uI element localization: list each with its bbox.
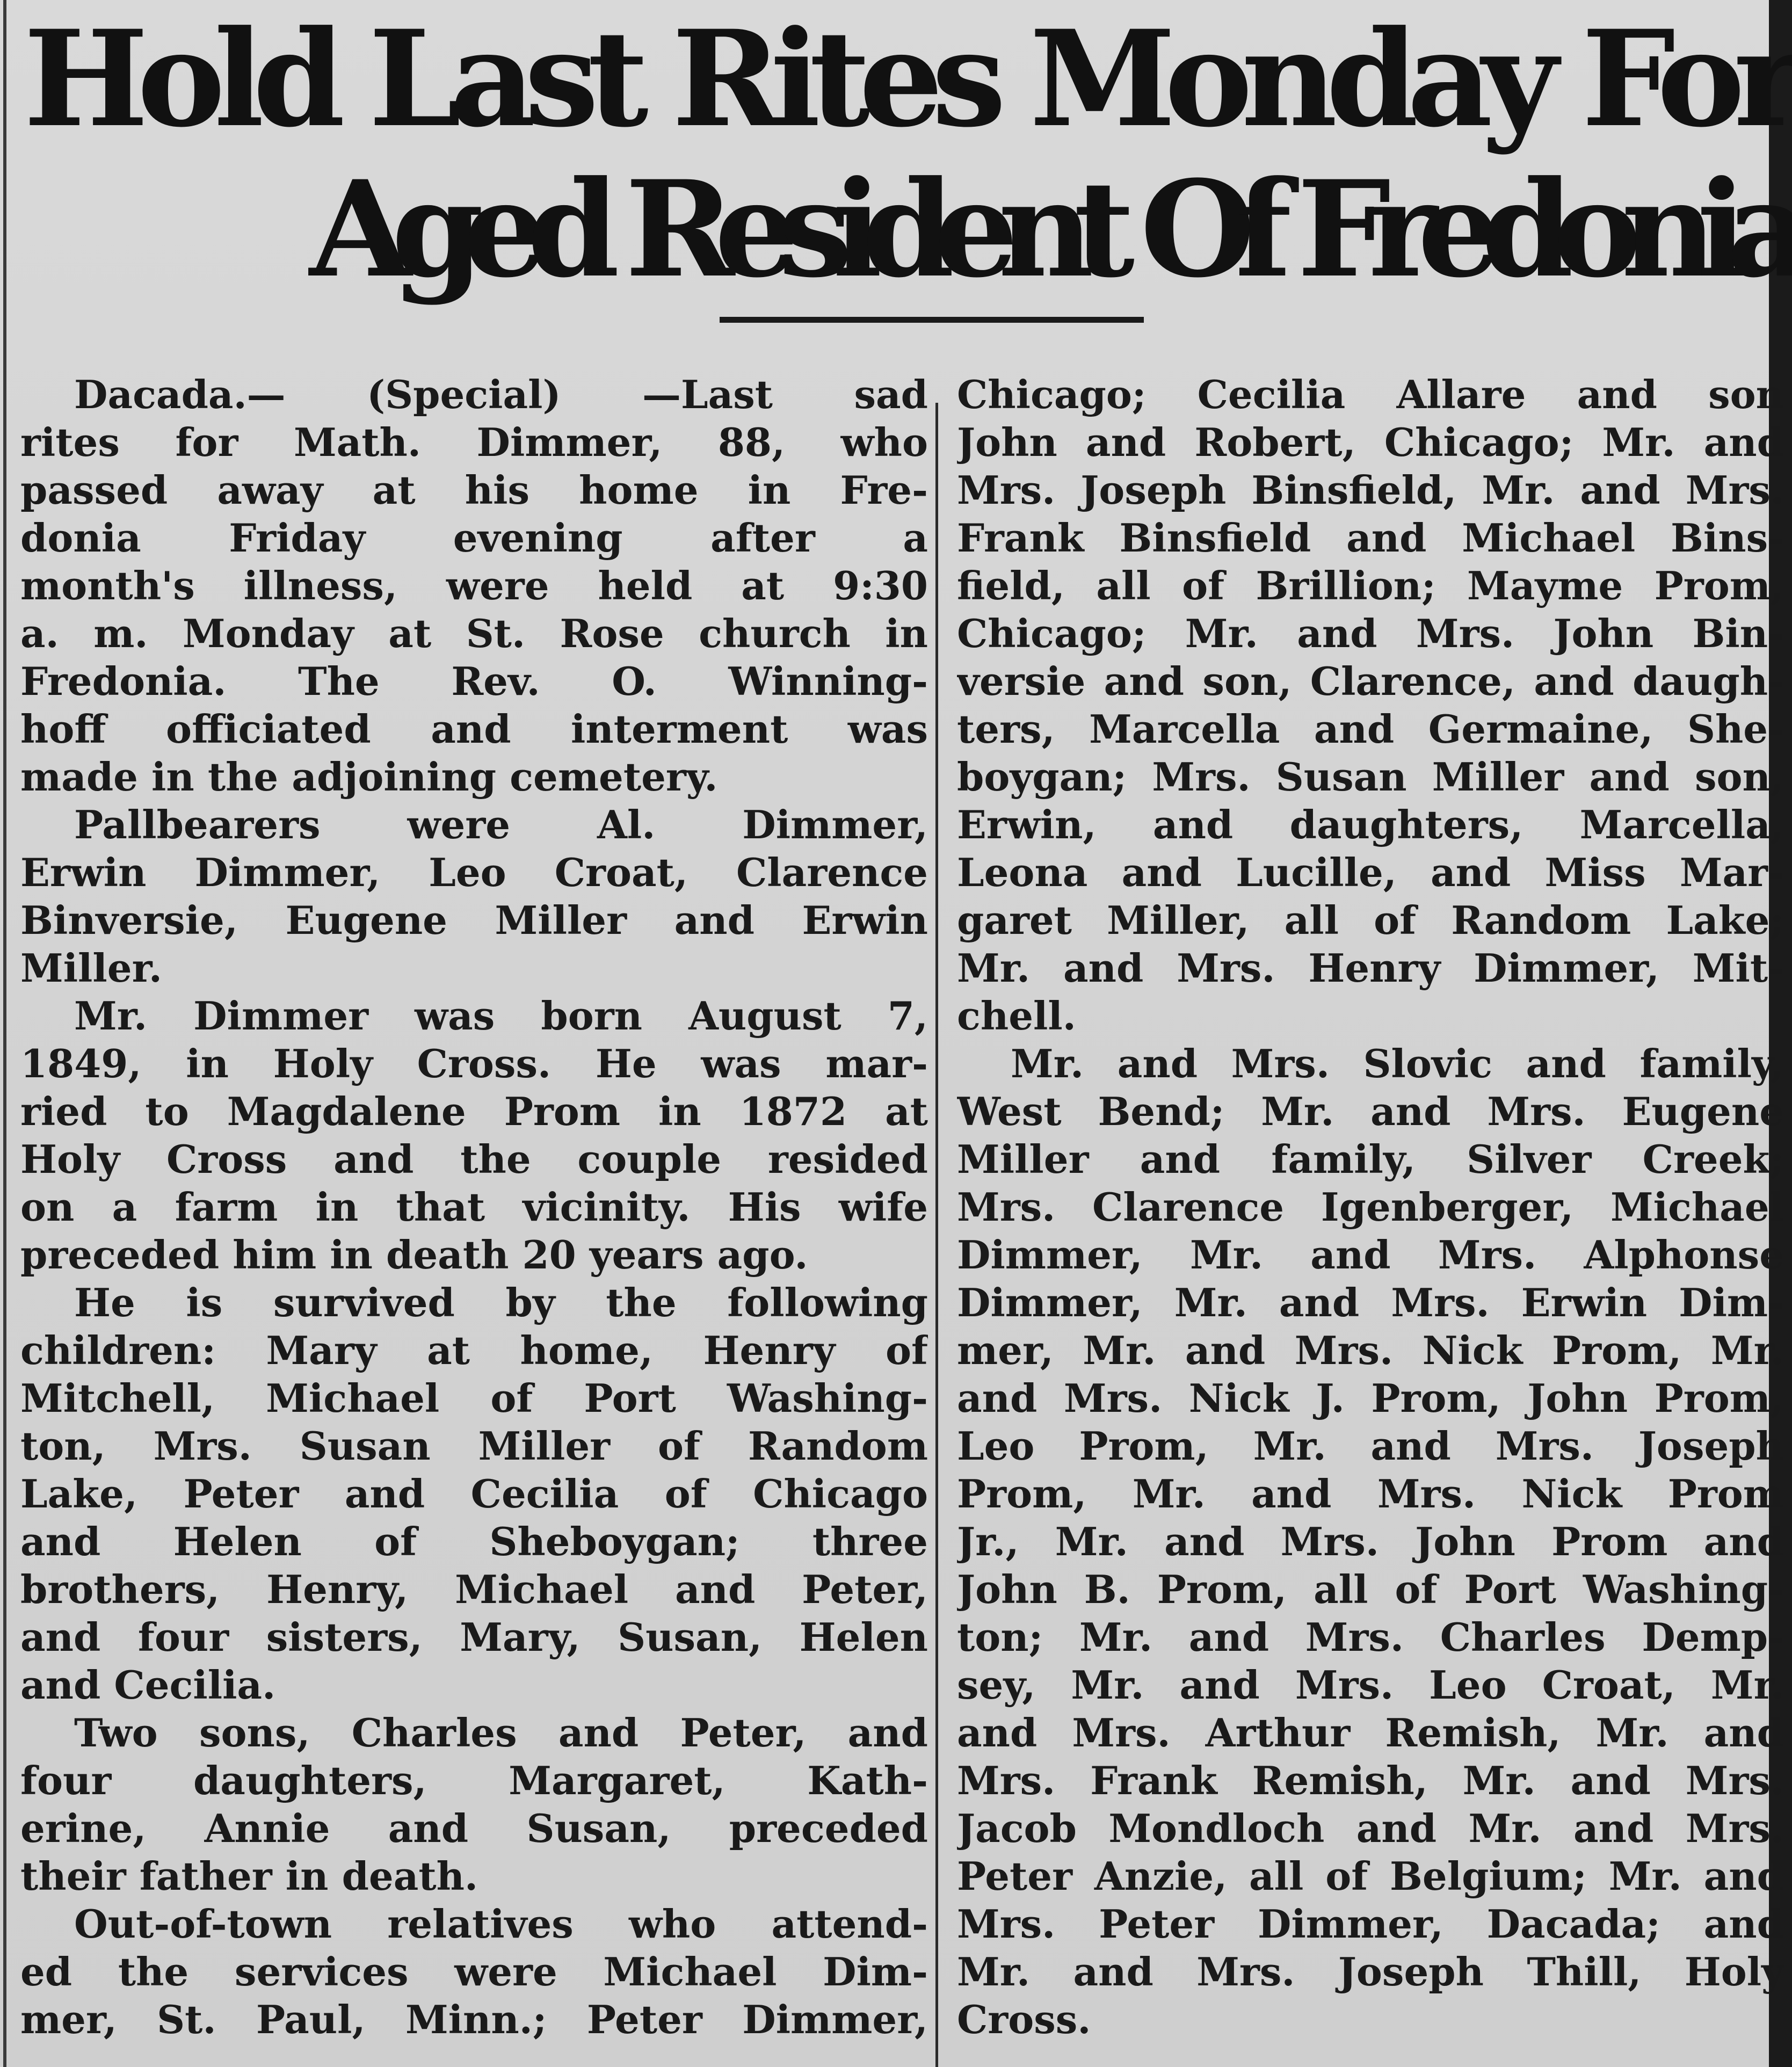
article-line: Erwin Dimmer, Leo Croat, Clarence [20, 850, 928, 895]
article-line: Pallbearers were Al. Dimmer, [74, 802, 928, 847]
article-line: four daughters, Margaret, Kath- [20, 1758, 928, 1803]
article-line: Cross. [957, 1997, 1091, 2042]
article-line: mer, Mr. and Mrs. Nick Prom, Mr. [957, 1328, 1784, 1373]
article-line: boygan; Mrs. Susan Miller and son, [957, 754, 1784, 800]
article-line: Miller. [20, 945, 162, 991]
article-line: rites for Math. Dimmer, 88, who [20, 419, 928, 465]
headline-line-1: Hold Last Rites Monday For [24, 2, 1792, 157]
article-line: Leo Prom, Mr. and Mrs. Joseph [957, 1423, 1784, 1469]
article-line: and Mrs. Nick J. Prom, John Prom, [957, 1375, 1784, 1421]
article-line: Fredonia. The Rev. O. Winning- [20, 658, 928, 704]
article-line: Dacada.— (Special) —Last sad [74, 372, 928, 417]
article-line: Holy Cross and the couple resided [20, 1136, 928, 1182]
article-line: ed the services were Michael Dim- [20, 1949, 928, 1995]
article-line: versie and son, Clarence, and daugh- [957, 658, 1784, 704]
article-line: month's illness, were held at 9:30 [20, 563, 928, 608]
article-line: their father in death. [20, 1853, 478, 1899]
article-line: Mrs. Frank Remish, Mr. and Mrs. [957, 1758, 1784, 1803]
article-line: passed away at his home in Fre- [20, 467, 928, 513]
article-line: Out-of-town relatives who attend- [74, 1901, 928, 1947]
article-line: sey, Mr. and Mrs. Leo Croat, Mr. [957, 1662, 1784, 1708]
article-line: Lake, Peter and Cecilia of Chicago [20, 1471, 928, 1517]
article-line: ters, Marcella and Germaine, She- [957, 706, 1784, 752]
article-line: He is survived by the following [74, 1280, 928, 1325]
article-line: and four sisters, Mary, Susan, Helen [20, 1614, 928, 1660]
article-line: Jacob Mondloch and Mr. and Mrs. [957, 1805, 1784, 1851]
article-line: garet Miller, all of Random Lake; [957, 897, 1784, 943]
headline-line-2: Aged Resident Of Fredonia [309, 152, 1792, 307]
article-line: hoff officiated and interment was [20, 706, 928, 752]
article-column-right [957, 371, 1784, 2043]
article-line: Prom, Mr. and Mrs. Nick Prom [957, 1471, 1784, 1517]
article-line: Jr., Mr. and Mrs. John Prom and [957, 1519, 1784, 1564]
article-line: Mr. and Mrs. Henry Dimmer, Mit- [957, 945, 1784, 991]
article-line: Leona and Lucille, and Miss Mar- [957, 850, 1784, 895]
article-line: West Bend; Mr. and Mrs. Eugene [957, 1089, 1784, 1134]
article-line: Mitchell, Michael of Port Washing- [20, 1375, 928, 1421]
article-line: erine, Annie and Susan, preceded [20, 1805, 928, 1851]
article-line: brothers, Henry, Michael and Peter, [20, 1566, 928, 1612]
article-line: and Cecilia. [20, 1662, 276, 1708]
article-line: made in the adjoining cemetery. [20, 754, 718, 800]
article-line: Chicago; Mr. and Mrs. John Bin- [957, 611, 1784, 656]
article-line: on a farm in that vicinity. His wife [20, 1184, 928, 1230]
article-line: mer, St. Paul, Minn.; Peter Dimmer, [20, 1997, 928, 2042]
article-line: Miller and family, Silver Creek; [957, 1136, 1784, 1182]
article-line: ton, Mrs. Susan Miller of Random [20, 1423, 928, 1469]
article-line: Peter Anzie, all of Belgium; Mr. and [957, 1853, 1784, 1899]
article-line: preceded him in death 20 years ago. [20, 1232, 808, 1278]
article-line: 1849, in Holy Cross. He was mar- [20, 1041, 928, 1086]
article-line: and Mrs. Arthur Remish, Mr. and [957, 1710, 1784, 1756]
article-column-left [20, 371, 928, 2043]
article-line: Frank Binsfield and Michael Bins- [957, 515, 1784, 561]
article-line: Dimmer, Mr. and Mrs. Alphonse [957, 1232, 1784, 1278]
article-line: Mr. and Mrs. Joseph Thill, Holy [957, 1949, 1784, 1995]
article-line: Mrs. Peter Dimmer, Dacada; and [957, 1901, 1784, 1947]
article-line: Mr. and Mrs. Slovic and family, [1011, 1041, 1784, 1086]
article-line: chell. [957, 993, 1076, 1039]
article-line: Mrs. Clarence Igenberger, Michael [957, 1184, 1784, 1230]
article-line: field, all of Brillion; Mayme Prom, [957, 563, 1784, 608]
article-line: ried to Magdalene Prom in 1872 at [20, 1089, 928, 1134]
article-line: a. m. Monday at St. Rose church in [20, 611, 928, 656]
article-line: children: Mary at home, Henry of [20, 1328, 928, 1373]
article-line: Mr. Dimmer was born August 7, [74, 993, 928, 1039]
article-line: donia Friday evening after a [20, 515, 928, 561]
article-line: Dimmer, Mr. and Mrs. Erwin Dim- [957, 1280, 1784, 1325]
left-column-rule [3, 0, 6, 2067]
article-line: John B. Prom, all of Port Washing- [957, 1566, 1784, 1612]
article-line: Erwin, and daughters, Marcella, [957, 802, 1784, 847]
article-line: Chicago; Cecilia Allare and son [957, 372, 1784, 417]
article-line: ton; Mr. and Mrs. Charles Demp- [957, 1614, 1784, 1660]
article-line: Two sons, Charles and Peter, and [74, 1710, 928, 1756]
headline-divider [720, 317, 1144, 323]
article-line: John and Robert, Chicago; Mr. and [957, 419, 1784, 465]
article-line: Mrs. Joseph Binsfield, Mr. and Mrs. [957, 467, 1784, 513]
column-divider [935, 403, 938, 2067]
article-line: and Helen of Sheboygan; three [20, 1519, 928, 1564]
article-line: Binversie, Eugene Miller and Erwin [20, 897, 928, 943]
